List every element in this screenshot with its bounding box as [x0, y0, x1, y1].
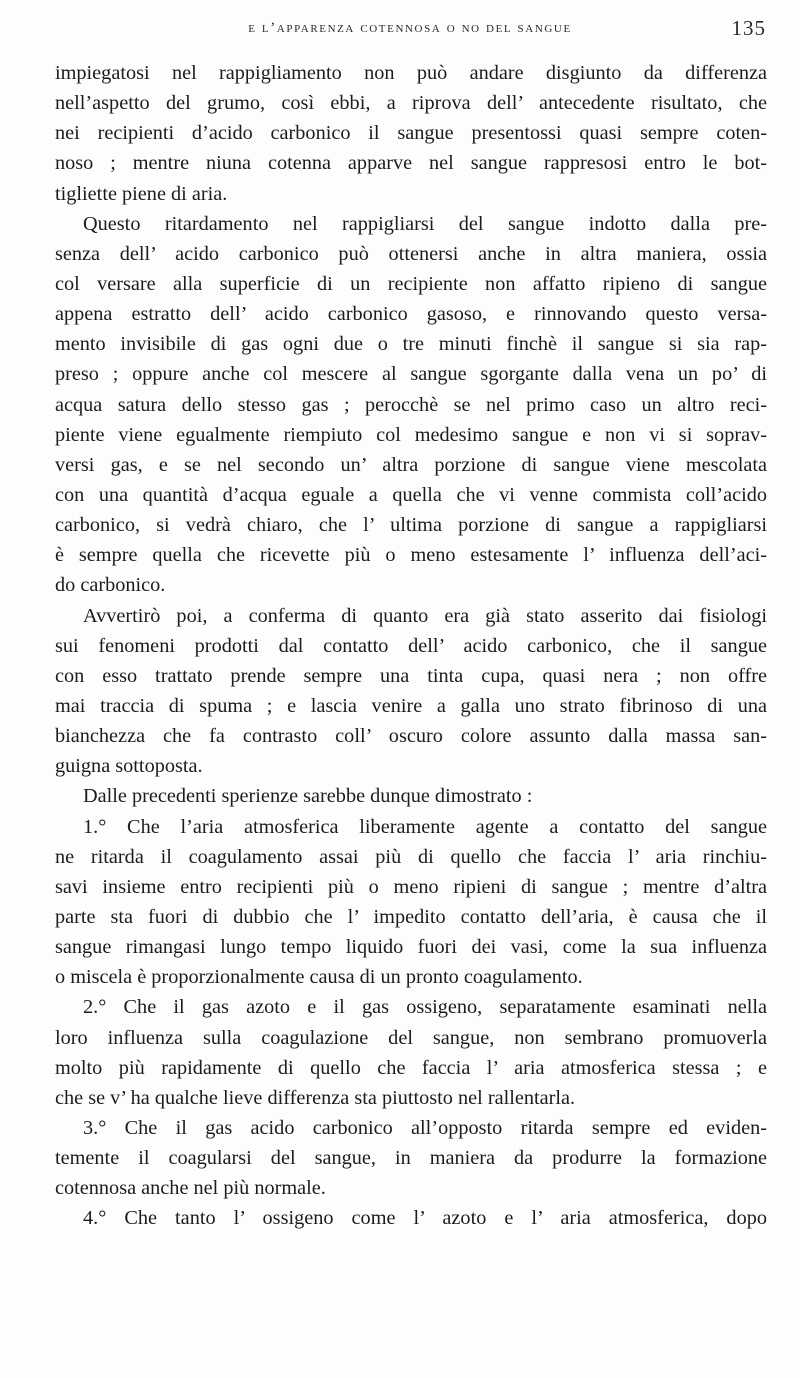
text-line: Dalle precedenti sperienze sarebbe dunque dimostrato : [83, 785, 533, 808]
text-line: bianchezza che fa contrasto coll’ oscuro colore assunto dalla massa san- [55, 725, 767, 748]
text-line: cotennosa anche nel più normale. [55, 1177, 326, 1200]
text-line: Avvertirò poi, a conferma di quanto era già stato asserito dai fisiologi [83, 604, 767, 627]
text-line: nell’aspetto del grumo, così ebbi, a riprova dell’ antecedente risultato, che [55, 92, 767, 115]
text-line: Questo ritardamento nel rappigliarsi del sangue indotto dalla pre- [83, 212, 767, 235]
text-line: sangue rimangasi lungo tempo liquido fuori dei vasi, come la sua influenza [55, 936, 767, 959]
text-line: do carbonico. [55, 574, 166, 597]
text-line: appena estratto dell’ acido carbonico gasoso, e rinnovando questo versa- [55, 303, 767, 326]
text-line: savi insieme entro recipienti più o meno ripieni di sangue ; mentre d’altra [55, 875, 767, 898]
text-line: che se v’ ha qualche lieve differenza sta piuttosto nel rallentarla. [55, 1086, 576, 1109]
text-line: guigna sottoposta. [55, 755, 203, 778]
text-line: 2.° Che il gas azoto e il gas ossigeno, separatamente esaminati nella [83, 996, 767, 1019]
text-line: 1.° Che l’aria atmosferica liberamente agente a contatto del sangue [83, 815, 767, 838]
text-line: 3.° Che il gas acido carbonico all’opposto ritarda sempre ed eviden- [83, 1116, 767, 1139]
text-line: carbonico, si vedrà chiaro, che l’ ultima porzione di sangue a rappigliarsi [55, 514, 767, 537]
text-line: ne ritarda il coagulamento assai più di quello che faccia l’ aria rinchiu- [55, 845, 767, 868]
text-line: senza dell’ acido carbonico può ottenersi anche in altra maniera, ossia [55, 242, 767, 265]
text-line: con esso trattato prende sempre una tinta cupa, quasi nera ; non offre [55, 664, 767, 687]
text-line: o miscela è proporzionalmente causa di un pronto coagulamento. [55, 966, 583, 989]
text-line: temente il coagularsi del sangue, in maniera da produrre la formazione [55, 1147, 767, 1170]
text-line: con una quantità d’acqua eguale a quella che vi venne commista coll’acido [55, 483, 767, 506]
text-line: parte sta fuori di dubbio che l’ impedito contatto dell’aria, è causa che il [55, 905, 767, 928]
text-line: mento invisibile di gas ogni due o tre minuti finchè il sangue si sia rap- [55, 333, 767, 356]
text-line: col versare alla superficie di un recipiente non affatto ripieno di sangue [55, 272, 767, 295]
text-line: nei recipienti d’acido carbonico il sangue presentossi quasi sempre coten- [55, 122, 767, 145]
text-line: loro influenza sulla coagulazione del sangue, non sembrano promuoverla [55, 1026, 767, 1049]
text-line: noso ; mentre niuna cotenna apparve nel sangue rappresosi entro le bot- [55, 152, 767, 175]
text-line: mai traccia di spuma ; e lascia venire a galla uno strato fibrinoso di una [55, 694, 767, 717]
text-line: sui fenomeni prodotti dal contatto dell’ acido carbonico, che il sangue [55, 634, 767, 657]
text-line: tigliette piene di aria. [55, 182, 228, 205]
text-line: 4.° Che tanto l’ ossigeno come l’ azoto e l’ aria atmosferica, dopo [83, 1207, 767, 1230]
running-title: e l’apparenza cotennosa o no del sangue [248, 20, 572, 36]
running-head [54, 14, 766, 54]
text-line: impiegatosi nel rappigliamento non può andare disgiunto da differenza [55, 62, 767, 84]
text-line: è sempre quella che ricevette più o meno estesamente l’ influenza dell’aci- [55, 544, 767, 567]
text-line: piente viene egualmente riempiuto col medesimo sangue e non vi si soprav- [55, 423, 767, 446]
text-line: preso ; oppure anche col mescere al sangue sgorgante dalla vena un po’ di [55, 363, 767, 386]
text-line: acqua satura dello stesso gas ; perocchè se nel primo caso un altro reci- [55, 393, 767, 416]
text-line: molto più rapidamente di quello che faccia l’ aria atmosferica stessa ; e [55, 1056, 767, 1079]
page-number: 135 [731, 16, 766, 40]
body-text [55, 58, 767, 1233]
text-line: versi gas, e se nel secondo un’ altra porzione di sangue viene mescolata [55, 453, 767, 476]
